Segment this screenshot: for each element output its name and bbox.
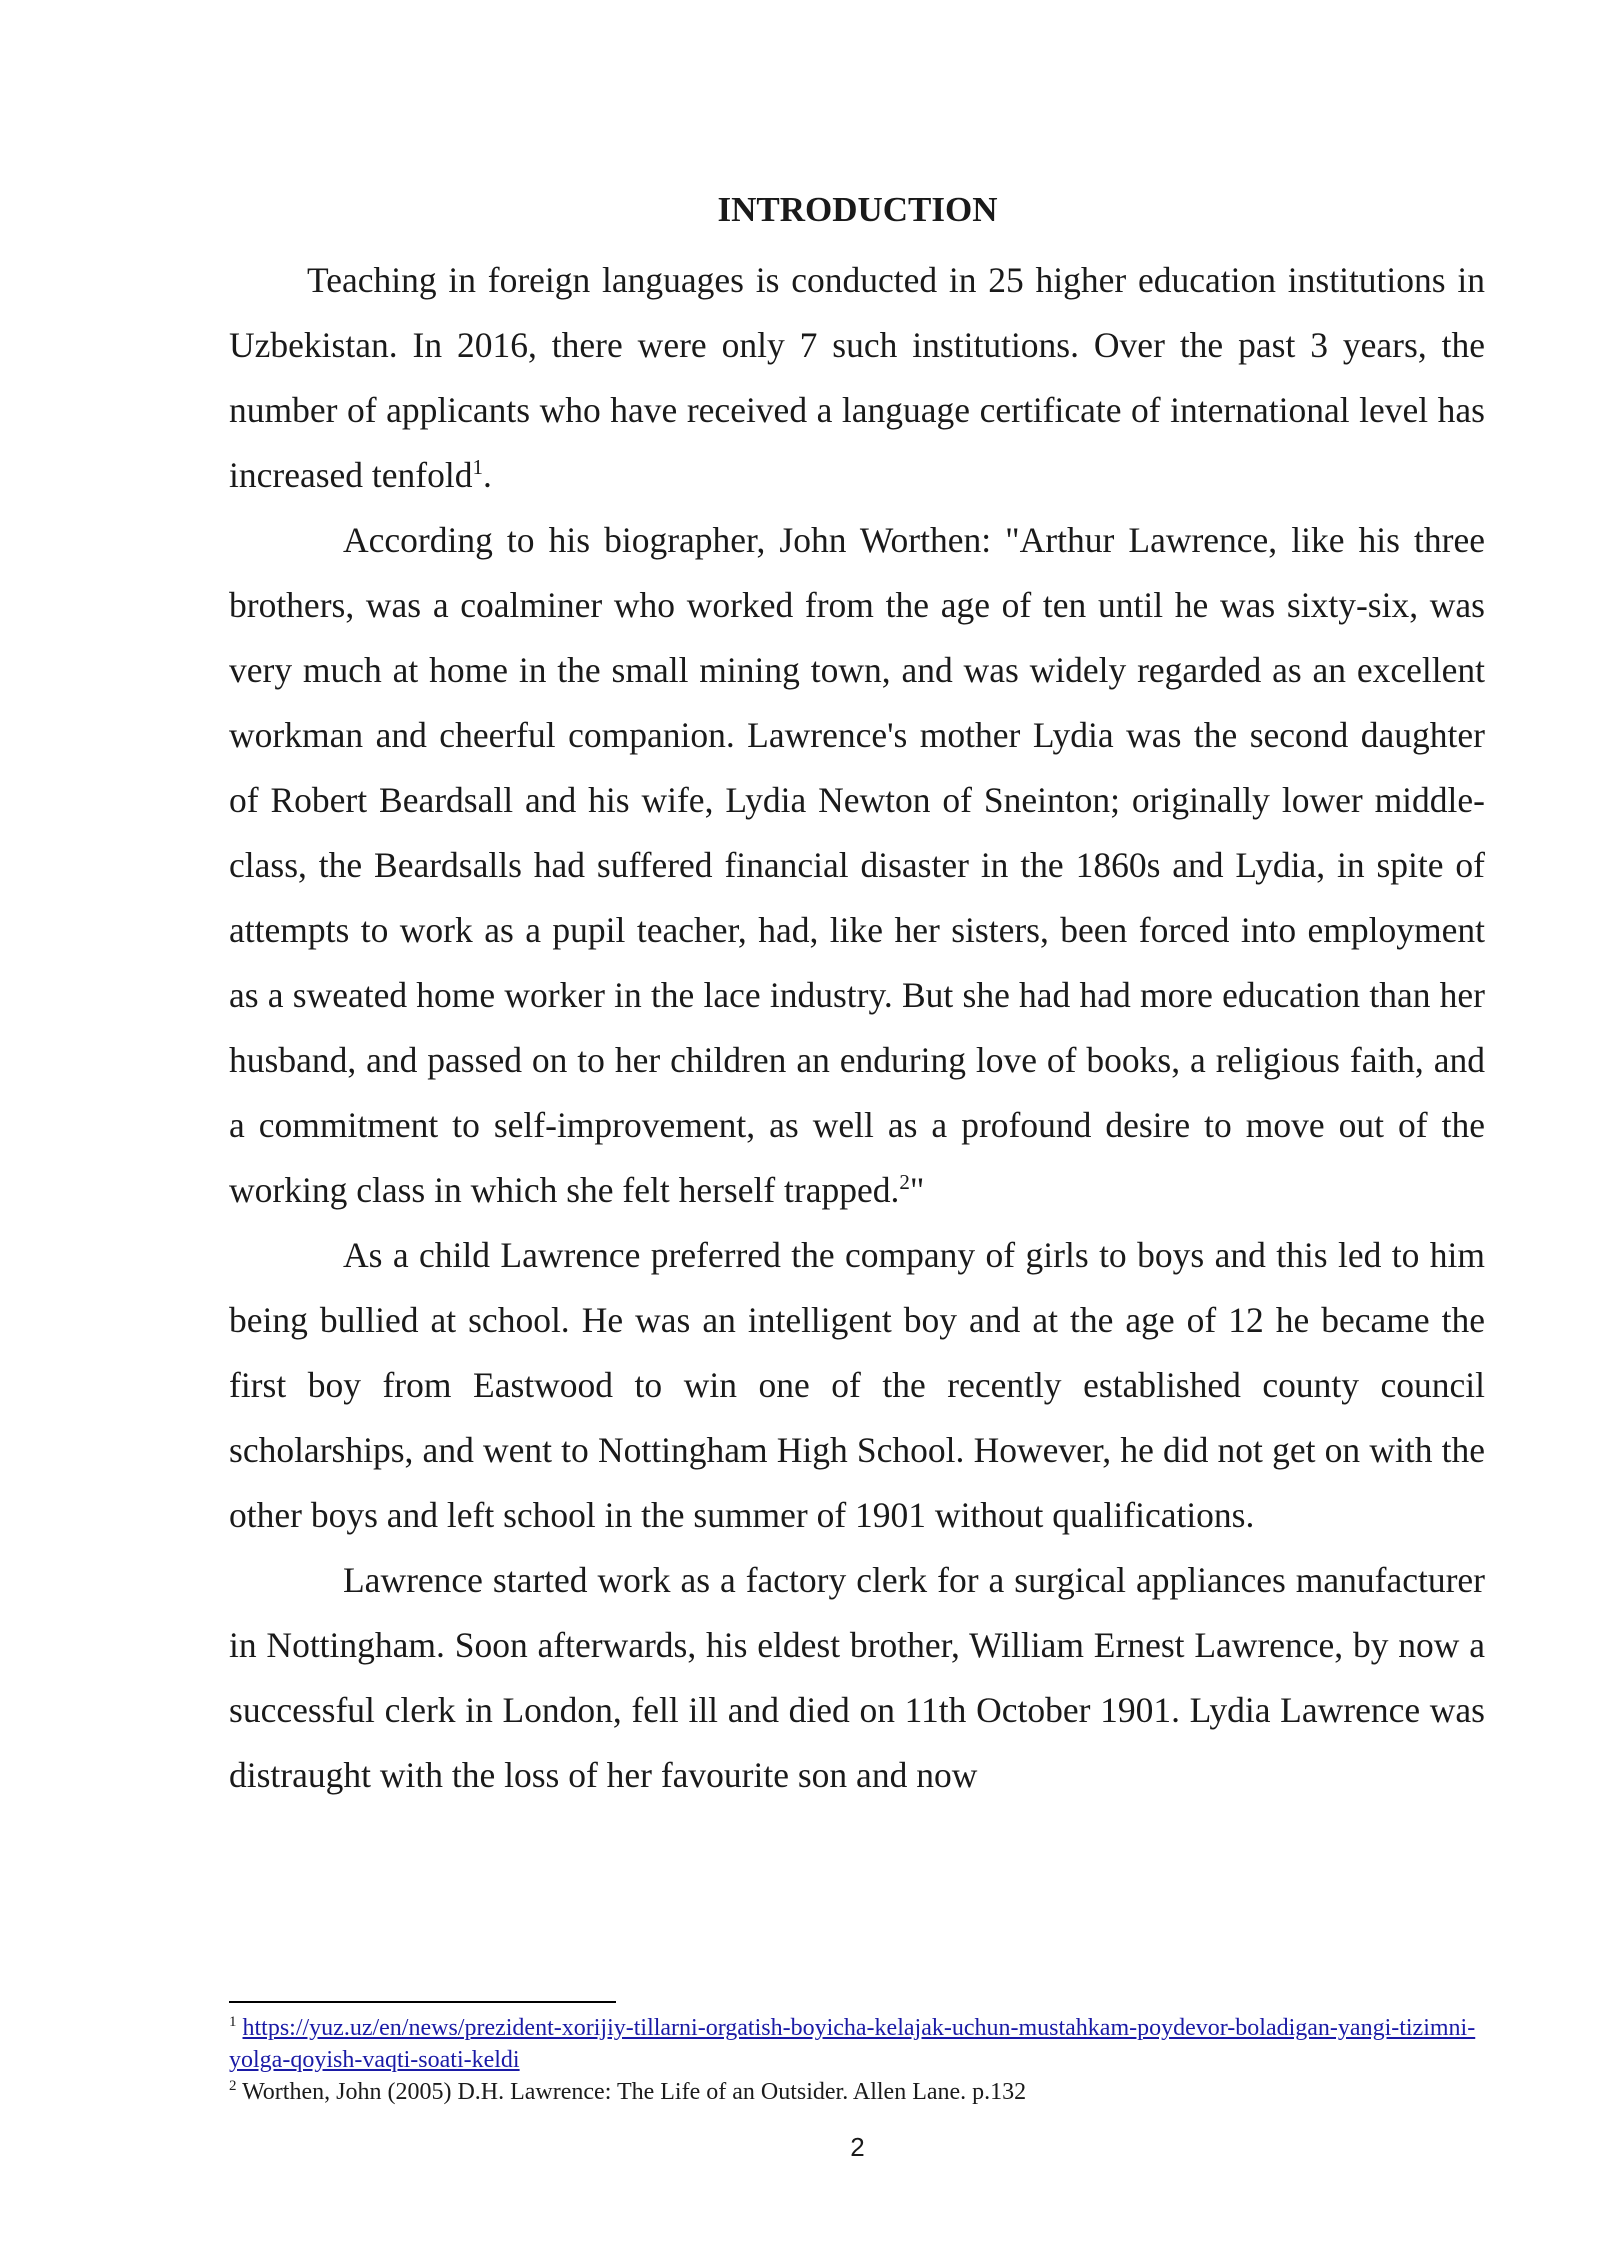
footnote-2-mark: 2 <box>229 2078 237 2094</box>
footnotes <box>229 2012 1485 2108</box>
footnote-ref-1[interactable]: 1 <box>472 455 483 480</box>
footnote-1-mark: 1 <box>229 2014 237 2030</box>
paragraph-1-text: Teaching in foreign languages is conducted in 25 higher education institutions in Uzbekistan. In 2016, there were only 7 such institutions. Over the past 3 years, the number of applicants who have received a language certificate of international level has increased tenfold <box>229 260 1485 495</box>
paragraph-1 <box>229 248 1485 508</box>
paragraph-2-tail: " <box>909 1170 925 1210</box>
body-text <box>229 248 1485 1808</box>
footnote-2-text: Worthen, John (2005) D.H. Lawrence: The Life of an Outsider. Allen Lane. p.132 <box>242 2079 1027 2105</box>
footnote-ref-2[interactable]: 2 <box>899 1170 910 1195</box>
page-number: 2 <box>850 2132 865 2162</box>
paragraph-1-tail: . <box>482 455 492 495</box>
footnote-1-link[interactable]: https://yuz.uz/en/news/prezident-xorijiy-tillarni-orgatish-boyicha-kelajak-uchun-mustahkam-poydevor-boladigan-yangi-tizimni-yolga-qoyish-vaqti-soati-keldi <box>229 2015 1476 2073</box>
paragraph-4-text: Lawrence started work as a factory clerk for a surgical appliances manufacturer in Nottingham. Soon afterwards, his eldest brother, William Ernest Lawrence, by now a successful clerk in London, fell ill and died on 11th October 1901. Lydia Lawrence was distraught with the loss of her favourite son and now <box>229 1560 1485 1795</box>
paragraph-3-text: As a child Lawrence preferred the company of girls to boys and this led to him being bullied at school. He was an intelligent boy and at the age of 12 he became the first boy from Eastwood to win one of the recently established county council scholarships, and went to Nottingham High School. However, he did not get on with the other boys and left school in the summer of 1901 without qualifications. <box>229 1235 1485 1535</box>
footnote-1 <box>229 2012 1485 2076</box>
paragraph-2 <box>229 508 1485 1223</box>
paragraph-3 <box>229 1223 1485 1548</box>
paragraph-4 <box>229 1548 1485 1808</box>
footnote-separator <box>229 2001 616 2003</box>
footnote-2 <box>229 2076 1485 2108</box>
paragraph-2-text: According to his biographer, John Worthen: "Arthur Lawrence, like his three brothers, was a coalminer who worked from the age of ten until he was sixty-six, was very much at home in the small mining town, and was widely regarded as an excellent workman and cheerful companion. Lawrence's mother Lydia was the second daughter of Robert Beardsall and his wife, Lydia Newton of Sneinton; originally lower middle-class, the Beardsalls had suffered financial disaster in the 1860s and Lydia, in spite of attempts to work as a pupil teacher, had, like her sisters, been forced into employment as a sweated home worker in the lace industry. But she had had more education than her husband, and passed on to her children an enduring love of books, a religious faith, and a commitment to self-improvement, as well as a profound desire to move out of the working class in which she felt herself trapped. <box>229 520 1485 1210</box>
section-heading: INTRODUCTION <box>717 190 998 229</box>
